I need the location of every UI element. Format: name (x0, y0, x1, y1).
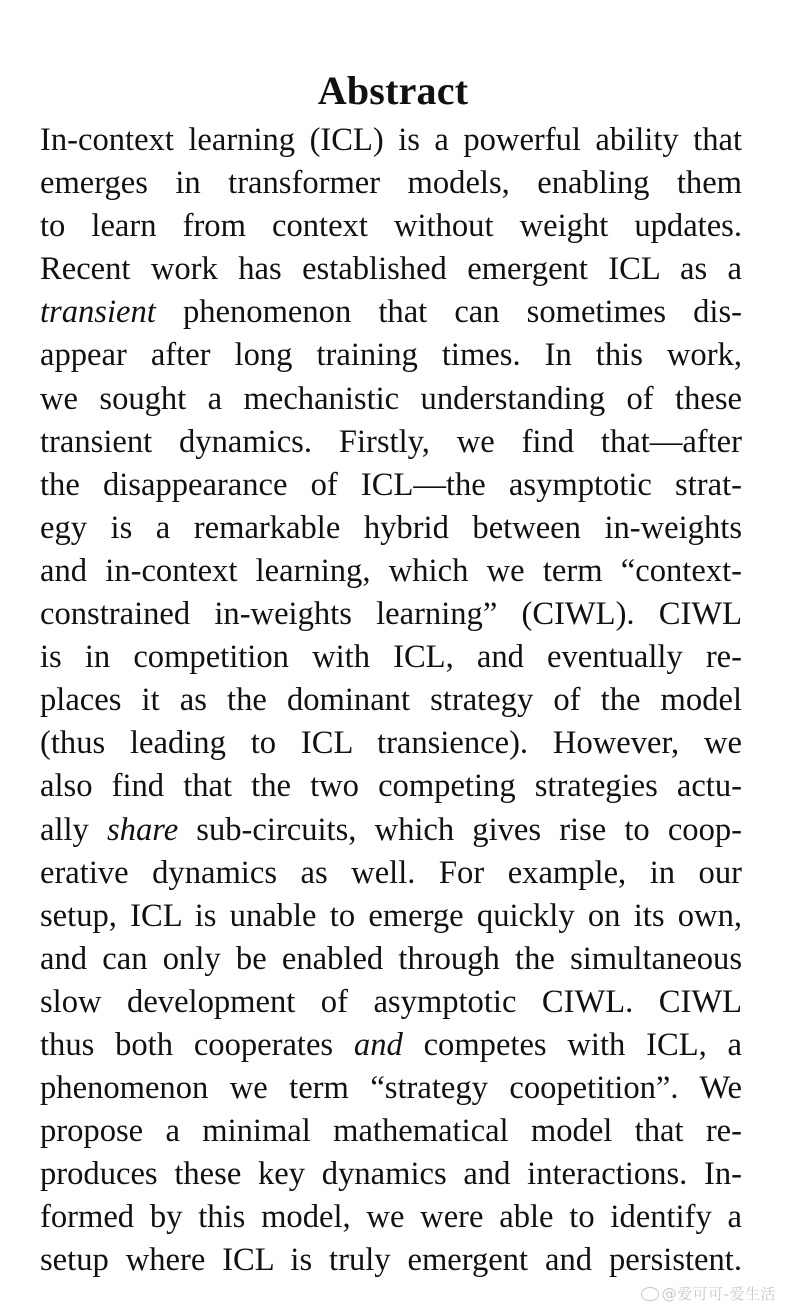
line-text: the disappearance of ICL—the asymptotic strat- (40, 466, 742, 503)
line-text: also find that the two competing strategies actu- (40, 768, 742, 805)
abstract-line (40, 1153, 742, 1196)
watermark (641, 1283, 776, 1304)
abstract-line (40, 938, 742, 981)
line-text: setup where ICL is truly emergent and persistent. (40, 1242, 742, 1279)
abstract-body (40, 119, 742, 1283)
abstract-line (40, 464, 742, 507)
line-text-after: competes with ICL, a (402, 1026, 742, 1063)
line-text: propose a minimal mathematical model that re- (40, 1113, 742, 1150)
abstract-line (40, 421, 742, 464)
abstract-line (40, 507, 742, 550)
line-text: produces these key dynamics and interactions. In- (40, 1156, 742, 1193)
line-text: to learn from context without weight updates. (40, 208, 742, 245)
line-text: transient dynamics. Firstly, we find that—after (40, 423, 742, 460)
line-text: slow development of asymptotic CIWL. CIWL (40, 983, 742, 1020)
abstract-line (40, 722, 742, 765)
line-text: phenomenon we term “strategy coopetition”. We (40, 1070, 742, 1107)
abstract-line (40, 1024, 742, 1067)
emphasized-word: transient (40, 294, 156, 331)
abstract-line (40, 205, 742, 248)
abstract-line (40, 119, 742, 162)
abstract-line (40, 550, 742, 593)
line-text-after: phenomenon that can sometimes dis- (155, 294, 742, 331)
line-text: we sought a mechanistic understanding of these (40, 380, 742, 417)
line-text: In-context learning (ICL) is a powerful ability that (40, 122, 742, 158)
weibo-icon (641, 1287, 659, 1301)
abstract-line (40, 334, 742, 377)
abstract-line (40, 1196, 742, 1239)
line-text-before: ally (40, 811, 107, 848)
line-text: and in-context learning, which we term “context- (40, 552, 742, 589)
abstract-line (40, 1239, 742, 1282)
emphasized-word: and (353, 1026, 403, 1063)
line-text: Recent work has established emergent ICL as a (40, 251, 742, 288)
line-text: emerges in transformer models, enabling them (40, 165, 742, 202)
abstract-line (40, 895, 742, 938)
abstract-line (40, 852, 742, 895)
line-text-before: thus both cooperates (40, 1026, 354, 1063)
abstract-line (40, 248, 742, 291)
abstract-line (40, 809, 742, 852)
page-title: Abstract (317, 67, 469, 113)
abstract-line (40, 1110, 742, 1153)
line-text: is in competition with ICL, and eventually re- (40, 639, 742, 676)
abstract-line (40, 636, 742, 679)
line-text: appear after long training times. In this work, (40, 337, 742, 374)
watermark-text: @爱可可-爱生活 (661, 1285, 776, 1303)
abstract-line (40, 765, 742, 808)
line-text: places it as the dominant strategy of the model (40, 682, 742, 719)
abstract-line (40, 1067, 742, 1110)
emphasized-word: share (106, 811, 179, 848)
line-text-after: sub-circuits, which gives rise to coop- (178, 811, 742, 848)
abstract-line (40, 162, 742, 205)
line-text: constrained in-weights learning” (CIWL). CIWL (40, 596, 742, 633)
line-text: (thus leading to ICL transience). However, we (40, 725, 742, 762)
line-text: egy is a remarkable hybrid between in-weights (40, 509, 742, 546)
line-text: formed by this model, we were able to identify a (40, 1199, 742, 1236)
line-text: setup, ICL is unable to emerge quickly on its own, (40, 897, 742, 934)
line-text: erative dynamics as well. For example, in our (40, 854, 742, 891)
abstract-line (40, 378, 742, 421)
abstract-line (40, 291, 742, 334)
abstract-line (40, 981, 742, 1024)
line-text: and can only be enabled through the simultaneous (40, 940, 742, 977)
abstract-line (40, 593, 742, 636)
abstract-line (40, 679, 742, 722)
